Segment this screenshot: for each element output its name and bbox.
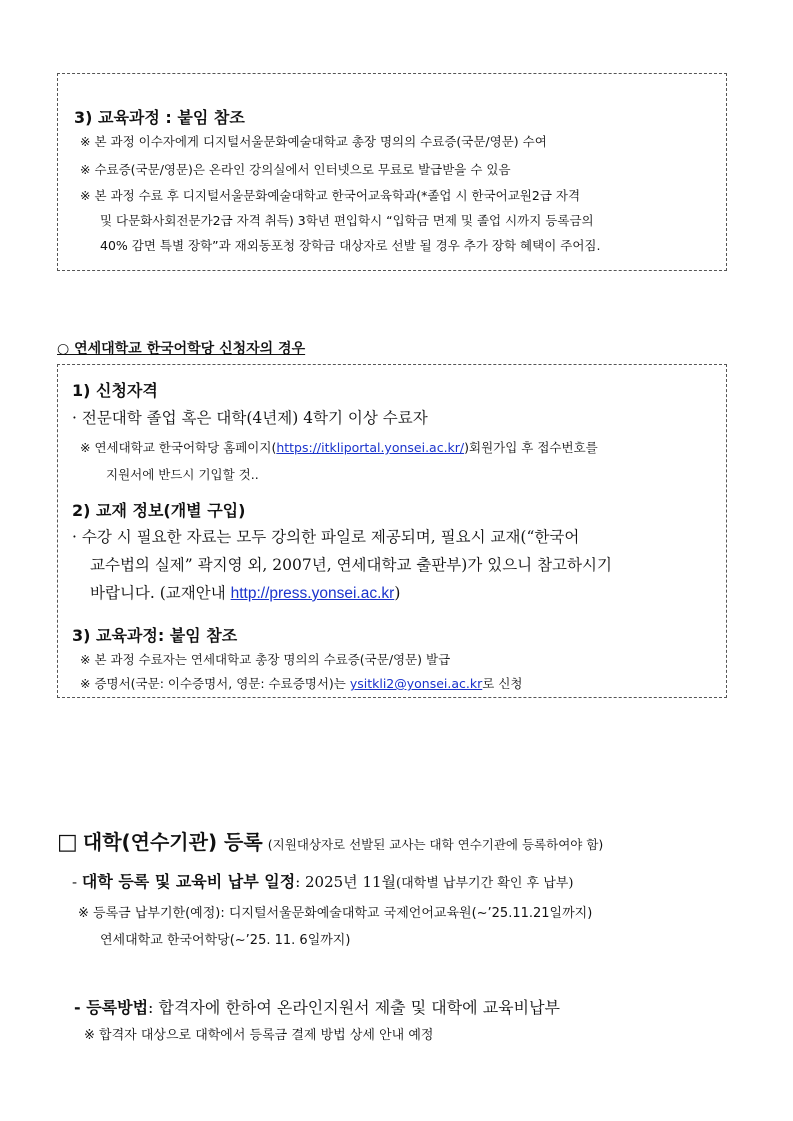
eligibility-note-suffix: )회원가입 후 접수번호를 [464, 440, 598, 455]
eligibility-heading: 1) 신청자격 [72, 381, 158, 400]
curriculum-note-3-line-2: 및 다문화사회전문가2급 자격 취득) 3학년 편입학시 “입학금 면제 및 졸업 시까지 등록금의 [100, 213, 594, 228]
method-value: : 합격자에 한하여 온라인지원서 제출 및 대학에 교육비납부 [148, 998, 560, 1017]
registration-schedule [72, 869, 573, 892]
checkbox-square-icon: □ [57, 830, 78, 855]
certificate-note-2 [80, 674, 522, 692]
eligibility-note-prefix: ※ 연세대학교 한국어학당 홈페이지( [80, 440, 277, 455]
registration-title-row [57, 826, 603, 855]
textbook-line-1: · 수강 시 필요한 자료는 모두 강의한 파일로 제공되며, 필요시 교재(“한국어 [72, 528, 580, 546]
method-label: - 등록방법 [74, 998, 149, 1017]
press-link[interactable]: http://press.yonsei.ac.kr [230, 585, 395, 602]
curriculum-note-3-line-3: 40% 감면 특별 장학”과 재외동포청 장학금 대상자로 선발 될 경우 추가 장학 혜택이 주어짐. [100, 238, 601, 253]
certificate-note-2-prefix: ※ 증명서(국문: 이수증명서, 영문: 수료증명서)는 [80, 676, 350, 691]
curriculum-note-1: ※ 본 과정 이수자에게 디지털서울문화예술대학교 총장 명의의 수료증(국문/영문) 수여 [80, 134, 547, 149]
yonsei-curriculum-heading: 3) 교육과정: 붙임 참조 [72, 626, 238, 645]
schedule-value: : 2025년 11월 [295, 873, 397, 891]
eligibility-note-line-2: 지원서에 반드시 기입할 것.. [106, 467, 259, 482]
textbook-line-3-prefix: 바랍니다. (교재안내 [90, 584, 231, 602]
textbook-line-2: 교수법의 실제” 곽지영 외, 2007년, 연세대학교 출판부)가 있으니 참고하시기 [90, 556, 612, 574]
curriculum-heading: 3) 교육과정 : 붙임 참조 [74, 108, 245, 127]
textbook-heading: 2) 교재 정보(개별 구입) [72, 501, 246, 520]
yonsei-portal-link[interactable]: https://itkliportal.yonsei.ac.kr/ [276, 440, 465, 455]
registration-method [74, 995, 560, 1018]
eligibility-text: · 전문대학 졸업 혹은 대학(4년제) 4학기 이상 수료자 [72, 409, 428, 427]
schedule-label: 대학 등록 및 교육비 납부 일정 [81, 872, 296, 891]
eligibility-note [80, 438, 598, 456]
curriculum-note-2: ※ 수료증(국문/영문)은 온라인 강의실에서 인터넷으로 무료로 발급받을 수 있음 [80, 162, 511, 177]
deadline-line-2: 연세대학교 한국어학당(~’25. 11. 6일까지) [100, 933, 351, 948]
method-note: ※ 합격자 대상으로 대학에서 등록금 결제 방법 상세 안내 예정 [84, 1028, 434, 1043]
curriculum-note-3-line-1: ※ 본 과정 수료 후 디지털서울문화예술대학교 한국어교육학과(*졸업 시 한국어교원2급 자격 [80, 188, 581, 203]
certificate-note-1: ※ 본 과정 수료자는 연세대학교 총장 명의의 수료증(국문/영문) 발급 [80, 652, 451, 667]
deadline-line-1: ※ 등록금 납부기한(예정): 디지털서울문화예술대학교 국제언어교육원(~’25.11.21일까지) [78, 906, 593, 921]
contact-email-link[interactable]: ysitkli2@yonsei.ac.kr [349, 676, 483, 691]
certificate-note-2-suffix: 로 신청 [482, 676, 523, 691]
textbook-line-3-suffix: ) [394, 584, 401, 602]
textbook-line-3 [90, 581, 400, 603]
schedule-note: (대학별 납부기간 확인 후 납부) [396, 876, 574, 891]
yonsei-section-title: ○ 연세대학교 한국어학당 신청자의 경우 [57, 341, 306, 357]
schedule-dash: - [72, 873, 78, 891]
registration-title-note: (지원대상자로 선발된 교사는 대학 연수기관에 등록하여야 함) [267, 837, 604, 852]
registration-title: 대학(연수기관) 등록 [82, 830, 263, 854]
